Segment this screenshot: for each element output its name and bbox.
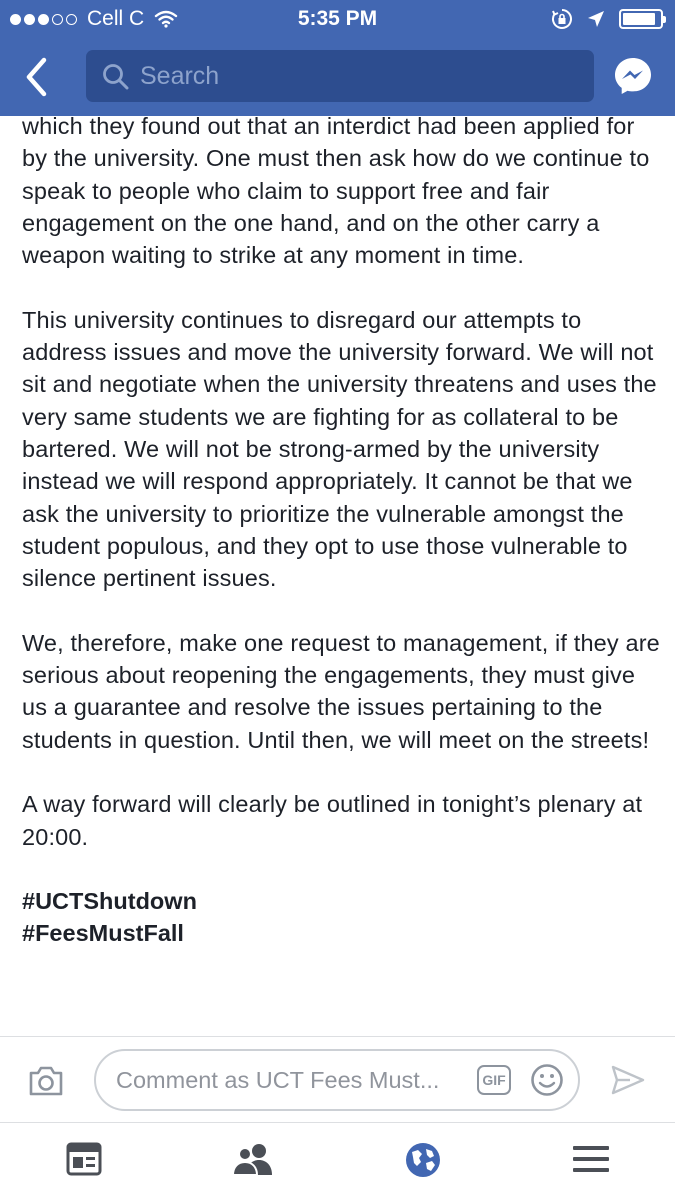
comment-bar [0,1036,675,1122]
comment-placeholder: Comment as UCT Fees Must... [116,1067,440,1093]
comment-input[interactable] [94,1049,580,1111]
chevron-left-icon [22,56,52,98]
app-header [0,0,675,116]
post-paragraph: which they found out that an interdict had been applied for by the university. One must then ask how do we continue to speak to people who claim to support free and fair engagement on the one hand, and on the other carry a weapon waiting to strike at any moment in time. [22,116,650,269]
friends-icon [232,1141,274,1177]
search-icon [102,63,130,91]
search-placeholder: Search [140,62,220,90]
gif-button[interactable]: GIF [477,1065,511,1095]
globe-icon [404,1141,442,1179]
tab-friends[interactable] [232,1141,274,1182]
battery-level [623,13,655,25]
emoji-button[interactable] [530,1063,564,1102]
camera-icon [28,1065,64,1097]
hashtag-uctshutdown[interactable]: #UCTShutdown [22,888,197,915]
tab-news-feed[interactable] [66,1141,102,1182]
nav-row [0,50,675,104]
messenger-button[interactable] [613,56,653,96]
location-arrow-icon [587,10,605,28]
tab-notifications-globe[interactable] [404,1141,442,1184]
tab-bar [0,1122,675,1200]
camera-button[interactable] [28,1065,64,1102]
smiley-icon [530,1063,564,1097]
back-button[interactable] [22,56,62,98]
post-body [22,116,662,950]
battery-icon [619,9,663,29]
messenger-icon [613,56,653,96]
status-bar [0,0,675,38]
send-button[interactable] [610,1064,646,1101]
menu-icon [572,1141,610,1177]
status-right [551,8,663,30]
news-feed-icon [66,1141,102,1177]
send-icon [610,1064,646,1096]
rotation-lock-icon [551,8,573,30]
search-input[interactable] [86,50,594,102]
post-paragraph: We, therefore, make one request to management, if they are serious about reopening the engagements, they must give us a guarantee and resolve the issues pertaining to the students in question. Until then, we will meet on the streets! [22,629,660,753]
post-paragraph: A way forward will clearly be outlined in tonight’s plenary at 20:00. [22,791,643,850]
status-time: 5:35 PM [297,7,378,30]
tab-menu[interactable] [572,1141,610,1182]
carrier-name: Cell C [87,7,145,30]
hashtag-feesmustfall[interactable]: #FeesMustFall [22,920,184,947]
post-content [22,116,662,1036]
post-paragraph: This university continues to disregard our attempts to address issues and move the university forward. We will not sit and negotiate when the university threatens and uses the very same students we are fighting for as collateral to be bartered. We will not be strong-armed by the university instead we will respond appropriately. It cannot be that we ask the university to prioritize the vulnerable amongst the student populous, and they opt to use those vulnerable to silence pertinent issues. [22,306,657,592]
